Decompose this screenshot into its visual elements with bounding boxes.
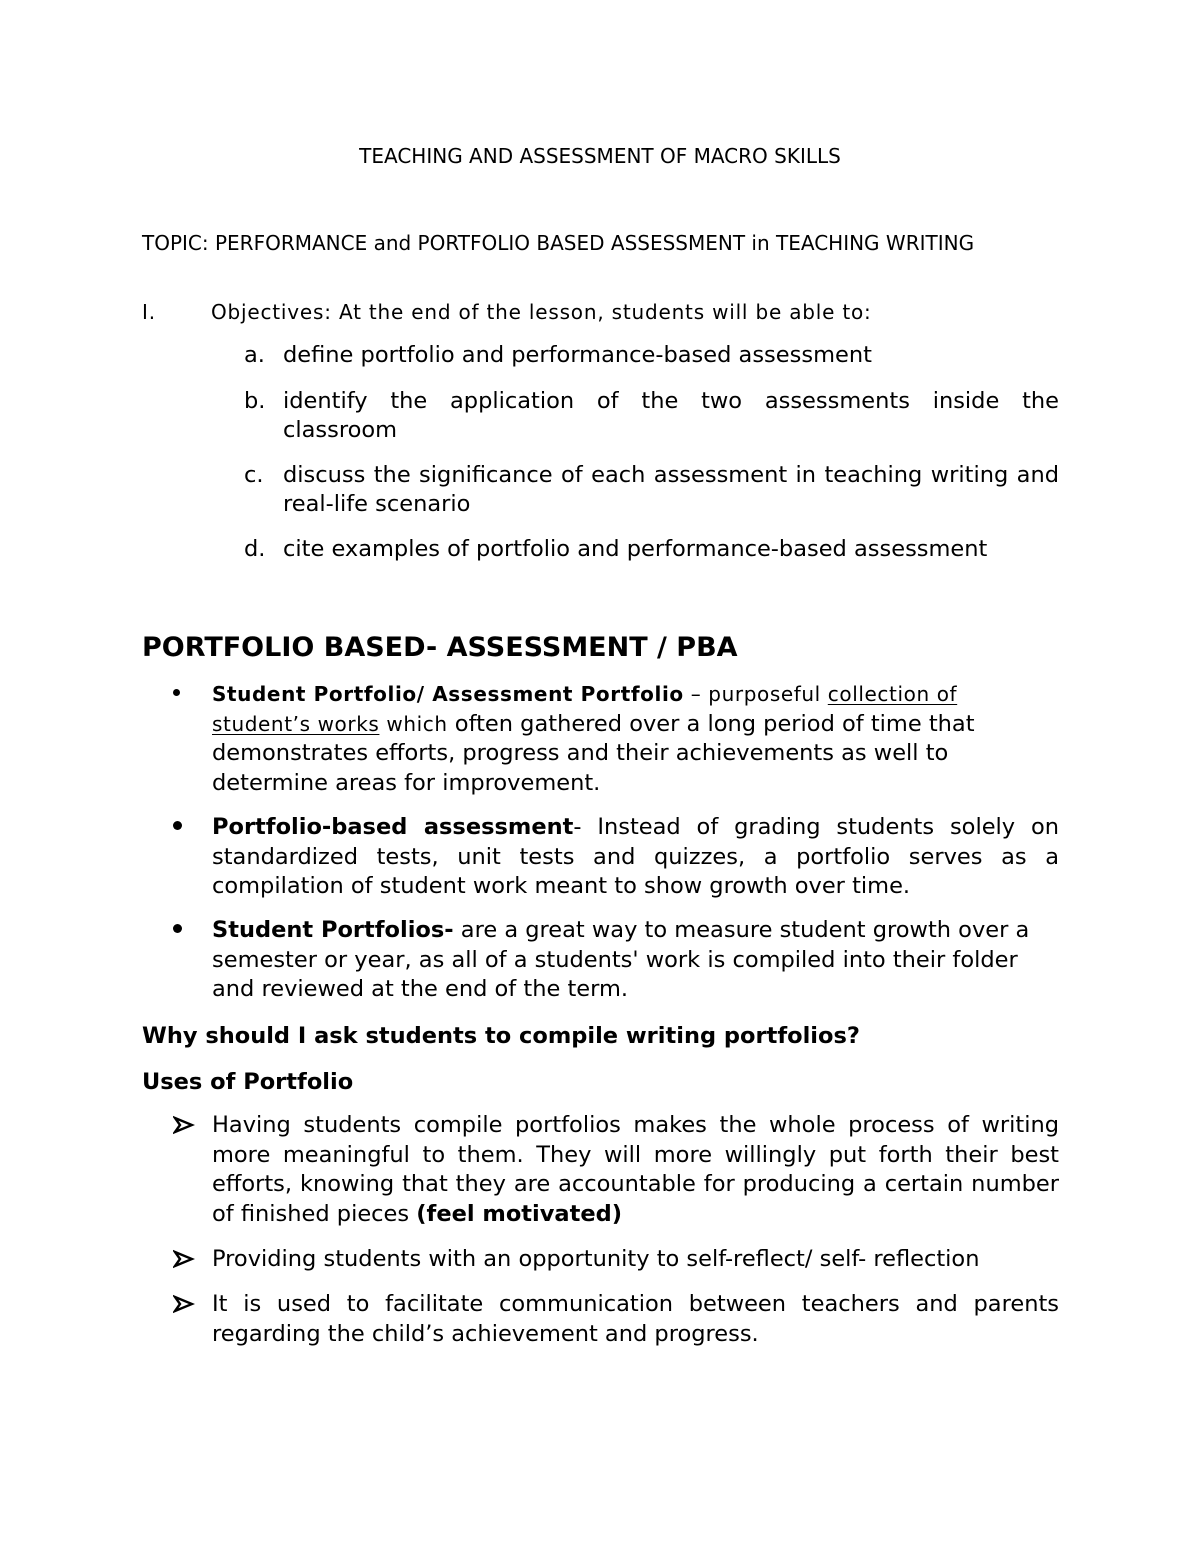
pba-term: Student Portfolios- <box>212 917 454 943</box>
uses-item <box>173 1290 1059 1349</box>
objectives-numeral: I. <box>142 300 156 324</box>
emphasis-text: (feel motivated) <box>416 1200 623 1227</box>
arrow-bullet-icon <box>173 1294 195 1314</box>
objective-marker: b. <box>244 388 266 414</box>
objective-item <box>244 461 1059 519</box>
pba-term: Student Portfolio/ Assessment Portfolio <box>212 682 684 706</box>
arrow-bullet-icon <box>173 1249 195 1269</box>
uses-item <box>173 1111 1059 1229</box>
pba-bullet-text: Student Portfolios- are a great way to measure student growth over a semester or year, as all of a students' work is compiled into their folder and reviewed at the end of the term. <box>212 917 1030 1002</box>
objective-marker: c. <box>244 462 264 488</box>
objective-text: identify the application of the two assessments inside the classroom <box>283 388 1059 443</box>
bullet-dot-icon <box>173 916 193 946</box>
uses-heading: Uses of Portfolio <box>142 1069 354 1095</box>
pba-bullet-text: Portfolio-based assessment- Instead of grading students solely on standardized tests, unit tests and quizzes, a portfolio serves as a compilation of student work meant to show growth over time. <box>212 814 1059 899</box>
uses-item-text: Providing students with an opportunity to self-reflect/ self- reflection <box>212 1246 980 1272</box>
objective-text: define portfolio and performance-based assessment <box>283 342 872 368</box>
objectives-heading <box>142 299 1062 325</box>
pba-bullet <box>173 680 1059 798</box>
objective-marker: a. <box>244 342 265 368</box>
objective-text: cite examples of portfolio and performance-based assessment <box>283 536 988 562</box>
pba-bullet-text: Student Portfolio/ Assessment Portfolio – purposeful collection of student’s works which often gathered over a long period of time that demonstrates efforts, progress and their achievements as well to determine areas for improvement. <box>212 682 975 796</box>
objective-marker: d. <box>244 536 266 562</box>
underlined-phrase: collection of student’s works <box>212 682 958 736</box>
objective-item <box>244 387 1059 445</box>
bullet-dot-icon <box>173 680 193 710</box>
uses-item-text: Having students compile portfolios makes the whole process of writing more meaningful to them. They will more willingly put forth their best efforts, knowing that they are accountable for producing a certain number of finished pieces (feel motivated) <box>212 1112 1059 1227</box>
uses-item-text: It is used to facilitate communication between teachers and parents regarding the child’s achievement and progress. <box>212 1291 1059 1347</box>
document-title: TEACHING AND ASSESSMENT OF MACRO SKILLS <box>359 144 841 168</box>
bullet-dot-icon <box>173 813 193 843</box>
pba-heading: PORTFOLIO BASED- ASSESSMENT / PBA <box>142 632 738 663</box>
arrow-bullet-icon <box>173 1115 195 1135</box>
objectives-intro: Objectives: At the end of the lesson, students will be able to: <box>211 300 872 324</box>
uses-item <box>173 1245 1059 1275</box>
question-heading: Why should I ask students to compile writing portfolios? <box>142 1023 860 1049</box>
objective-item <box>244 341 1059 370</box>
topic-line: TOPIC: PERFORMANCE and PORTFOLIO BASED ASSESSMENT in TEACHING WRITING <box>142 231 975 255</box>
pba-term: Portfolio-based assessment <box>212 814 574 840</box>
pba-bullet <box>173 813 1059 902</box>
objective-text: discuss the significance of each assessment in teaching writing and real-life scenario <box>283 462 1059 517</box>
objective-item <box>244 535 1059 564</box>
pba-bullet <box>173 916 1059 1005</box>
